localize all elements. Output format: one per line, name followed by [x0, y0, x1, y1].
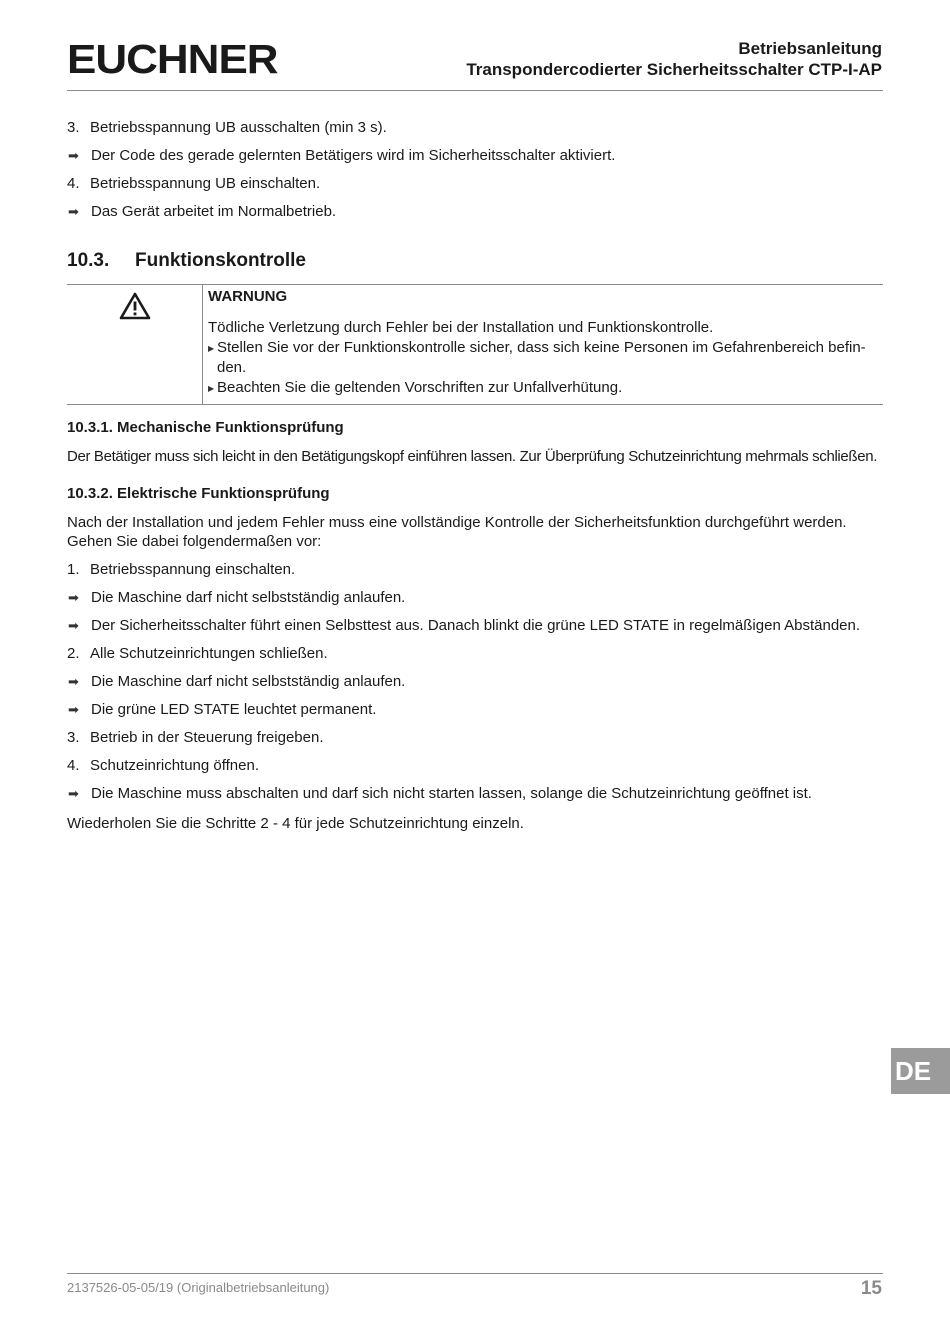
step-number: 2.	[67, 645, 80, 662]
step-item	[67, 174, 883, 202]
warning-description: Tödliche Verletzung durch Fehler bei der Installation und Funktionskontrolle.	[208, 319, 714, 336]
header-subtitle: Transpondercodierter Sicherheitsschalter CTP-I-AP	[466, 60, 882, 79]
step-item	[67, 118, 883, 146]
section-number: 10.3.	[67, 250, 110, 271]
result-item	[67, 588, 883, 616]
subsection-heading-mechanical: 10.3.1. Mechanische Funktionsprüfung	[67, 419, 344, 436]
warning-body	[208, 287, 873, 399]
step-number: 3.	[67, 729, 80, 746]
warning-bullet	[208, 338, 873, 378]
warning-icon-cell	[67, 285, 203, 404]
step-item	[67, 756, 883, 784]
warning-bullet	[208, 378, 873, 399]
step-text: Schutzeinrichtung öffnen.	[90, 757, 260, 774]
footer-divider	[67, 1273, 883, 1274]
bullet-marker-icon: ▶	[208, 384, 215, 393]
page-number: 15	[860, 1278, 882, 1299]
arrow-right-icon: ➡	[68, 702, 79, 717]
step-text: Betriebsspannung UB ausschalten (min 3 s).	[90, 119, 387, 136]
arrow-right-icon: ➡	[68, 148, 79, 163]
section-heading	[67, 250, 306, 272]
step-text: Die Maschine darf nicht selbstständig anlaufen.	[91, 589, 406, 606]
document-reference: 2137526-05-05/19 (Originalbetriebsanleitung)	[67, 1280, 330, 1295]
arrow-right-icon: ➡	[68, 204, 79, 219]
step-item	[67, 560, 883, 588]
step-text: Betriebsspannung einschalten.	[90, 561, 296, 578]
arrow-right-icon: ➡	[68, 590, 79, 605]
document-header	[466, 38, 882, 80]
warning-bullet-text: Stellen Sie vor der Funktionskontrolle sicher, dass sich keine Personen im Gefahrenbereich befin-den.	[217, 339, 866, 376]
step-text: Das Gerät arbeitet im Normalbetrieb.	[91, 203, 337, 220]
top-steps-list	[67, 118, 883, 230]
header-divider	[67, 90, 883, 91]
result-item	[67, 784, 883, 812]
result-item	[67, 616, 883, 644]
warning-triangle-icon	[119, 292, 151, 320]
step-text: Alle Schutzeinrichtungen schließen.	[90, 645, 328, 662]
step-number: 3.	[67, 119, 80, 136]
arrow-right-icon: ➡	[68, 786, 79, 801]
arrow-right-icon: ➡	[68, 674, 79, 689]
bullet-marker-icon: ▶	[208, 344, 215, 353]
electrical-check-intro: Nach der Installation und jedem Fehler muss eine vollständige Kontrolle der Sicherheitsfunktion durchgeführt werden. Gehen Sie dabei folgendermaßen vor:	[67, 514, 847, 550]
step-text: Betriebsspannung UB einschalten.	[90, 175, 321, 192]
subsection-heading-electrical: 10.3.2. Elektrische Funktionsprüfung	[67, 485, 330, 502]
result-item	[67, 146, 883, 174]
step-text: Der Code des gerade gelernten Betätigers wird im Sicherheitsschalter aktiviert.	[91, 147, 616, 164]
step-number: 1.	[67, 561, 80, 578]
step-item	[67, 728, 883, 756]
header-title: Betriebsanleitung	[738, 39, 882, 58]
section-title: Funktionskontrolle	[135, 250, 306, 271]
step-number: 4.	[67, 175, 80, 192]
step-number: 4.	[67, 757, 80, 774]
step-text: Die grüne LED STATE leuchtet permanent.	[91, 701, 377, 718]
electrical-steps-list	[67, 560, 883, 812]
step-item	[67, 644, 883, 672]
warning-title: WARNUNG	[208, 288, 288, 305]
result-item	[67, 672, 883, 700]
warning-bullet-text: Beachten Sie die geltenden Vorschriften zur Unfallverhütung.	[217, 379, 623, 396]
result-item	[67, 700, 883, 728]
step-text: Der Sicherheitsschalter führt einen Selbsttest aus. Danach blinkt die grüne LED STATE in regelmäßigen Abständen.	[91, 617, 861, 634]
step-text: Die Maschine muss abschalten und darf sich nicht starten lassen, solange die Schutzeinrichtung geöffnet ist.	[91, 785, 812, 802]
warning-box	[67, 284, 883, 405]
language-tab[interactable]: DE	[891, 1048, 950, 1094]
step-text: Die Maschine darf nicht selbstständig anlaufen.	[91, 673, 406, 690]
mechanical-check-text: Der Betätiger muss sich leicht in den Betätigungskopf einführen lassen. Zur Überprüfung Schutzeinrichtung mehrmals schließen.	[67, 448, 878, 465]
result-item	[67, 202, 883, 230]
euchner-logo: EUCHNER	[67, 37, 278, 83]
step-text: Betrieb in der Steuerung freigeben.	[90, 729, 324, 746]
arrow-right-icon: ➡	[68, 618, 79, 633]
closing-note: Wiederholen Sie die Schritte 2 - 4 für jede Schutzeinrichtung einzeln.	[67, 815, 524, 832]
